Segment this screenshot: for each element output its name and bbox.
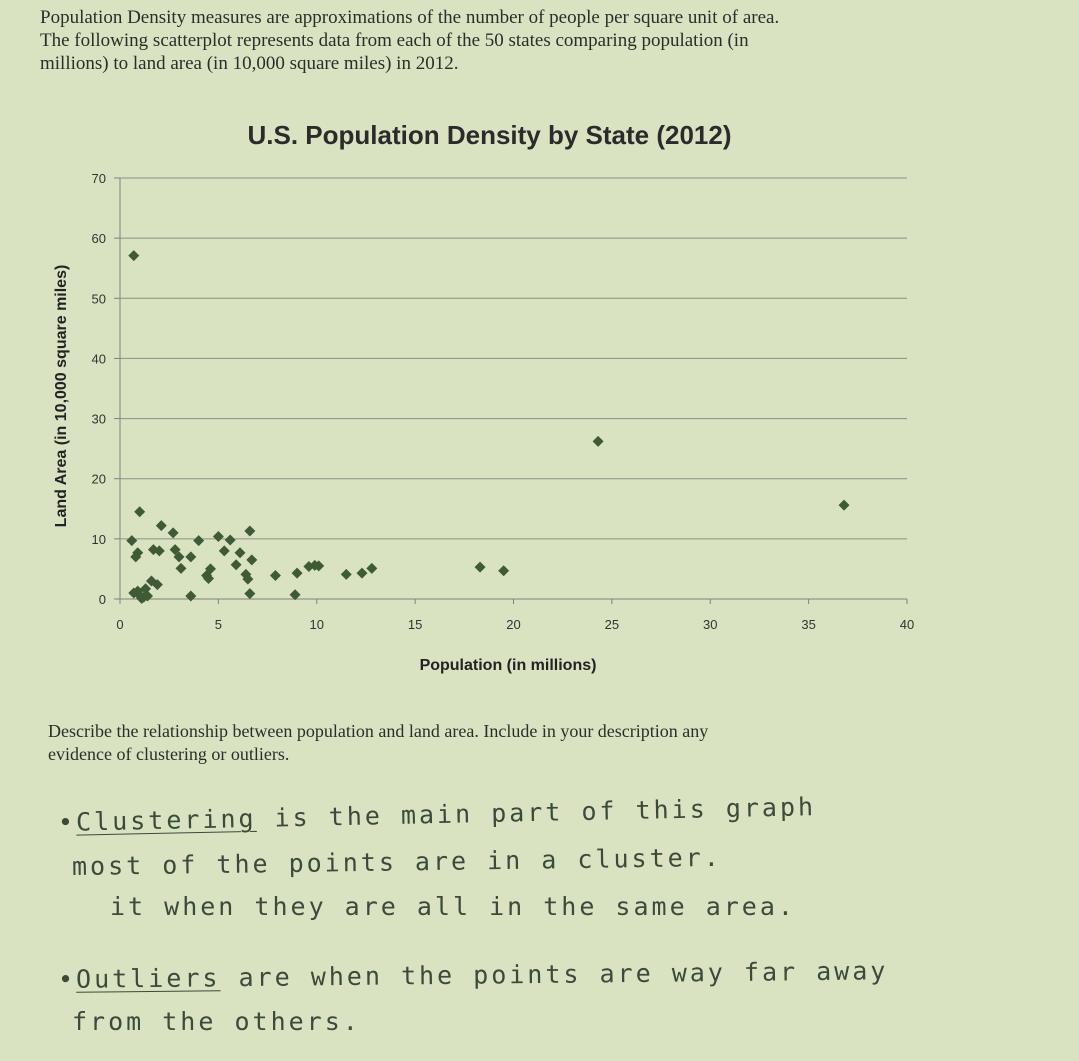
data-point — [225, 535, 236, 546]
data-point — [475, 562, 486, 573]
answer-line: from the others. — [72, 1007, 361, 1036]
y-axis-title: Land Area (in 10,000 square miles) — [53, 264, 70, 528]
y-tick-label: 70 — [91, 171, 106, 186]
intro-line: millions) to land area (in 10,000 square miles) in 2012. — [40, 53, 459, 74]
question-text — [48, 720, 948, 766]
bullet-icon: • — [57, 964, 77, 994]
y-tick-label: 50 — [91, 291, 106, 307]
x-tick-label: 40 — [899, 617, 915, 632]
y-tick-label: 40 — [91, 351, 106, 367]
x-tick-label: 0 — [116, 617, 124, 632]
data-point — [244, 526, 255, 537]
x-axis-title: Population (in millions) — [419, 657, 597, 674]
answer-line: most of the points are in a cluster. — [71, 842, 722, 881]
y-tick-label: 0 — [98, 592, 106, 607]
chart-title: U.S. Population Density by State (2012) — [247, 120, 732, 150]
data-point — [235, 547, 246, 558]
data-point — [185, 551, 196, 562]
data-point — [292, 568, 303, 579]
x-tick-label: 20 — [506, 617, 521, 632]
gridlines — [120, 178, 907, 539]
data-point — [244, 588, 255, 599]
question-line: evidence of clustering or outliers. — [48, 744, 290, 764]
x-tick-label: 10 — [309, 617, 324, 632]
data-point — [341, 569, 352, 580]
data-point — [839, 500, 850, 511]
x-tick-label: 35 — [801, 617, 816, 632]
data-point — [246, 554, 257, 565]
intro-line: The following scatterplot represents data from each of the 50 states comparing population (in — [40, 30, 749, 51]
data-point — [357, 568, 368, 579]
data-point — [185, 590, 196, 601]
question-line: Describe the relationship between population and land area. Include in your description any — [48, 721, 709, 741]
x-tick-label: 30 — [703, 617, 718, 632]
x-tick-labels — [116, 617, 914, 632]
data-point — [128, 250, 139, 261]
bullet-icon: • — [57, 807, 77, 837]
answer-keyword: Clustering — [75, 803, 257, 837]
data-point — [219, 545, 230, 556]
intro-line: Population Density measures are approximations of the number of people per square unit of area. — [40, 7, 780, 28]
answer-line — [58, 792, 817, 837]
answer-line: it when they are all in the same area. — [110, 892, 796, 921]
data-point — [168, 527, 179, 538]
y-tick-label: 10 — [91, 531, 106, 547]
y-tick-label: 30 — [91, 411, 106, 427]
answer-text: are when the points are way far away — [220, 956, 889, 993]
answer-keyword: Outliers — [75, 963, 221, 994]
data-point — [175, 563, 186, 574]
data-point — [134, 506, 145, 517]
y-tick-label: 60 — [91, 231, 106, 247]
data-point — [193, 535, 204, 546]
data-point — [156, 520, 167, 531]
data-points — [126, 250, 849, 604]
x-tick-label: 15 — [407, 617, 423, 632]
y-tick-label: 20 — [91, 471, 106, 487]
data-point — [231, 559, 242, 570]
data-point — [213, 531, 224, 542]
data-point — [126, 535, 137, 546]
answer-line — [58, 956, 889, 994]
y-tick-labels — [92, 171, 106, 607]
data-point — [498, 565, 509, 576]
data-point — [366, 563, 377, 574]
data-point — [593, 436, 604, 447]
answer-text: is the main part of this graph — [256, 792, 817, 833]
data-point — [270, 570, 281, 581]
x-tick-label: 5 — [214, 617, 222, 632]
x-tick-label: 25 — [604, 617, 620, 632]
